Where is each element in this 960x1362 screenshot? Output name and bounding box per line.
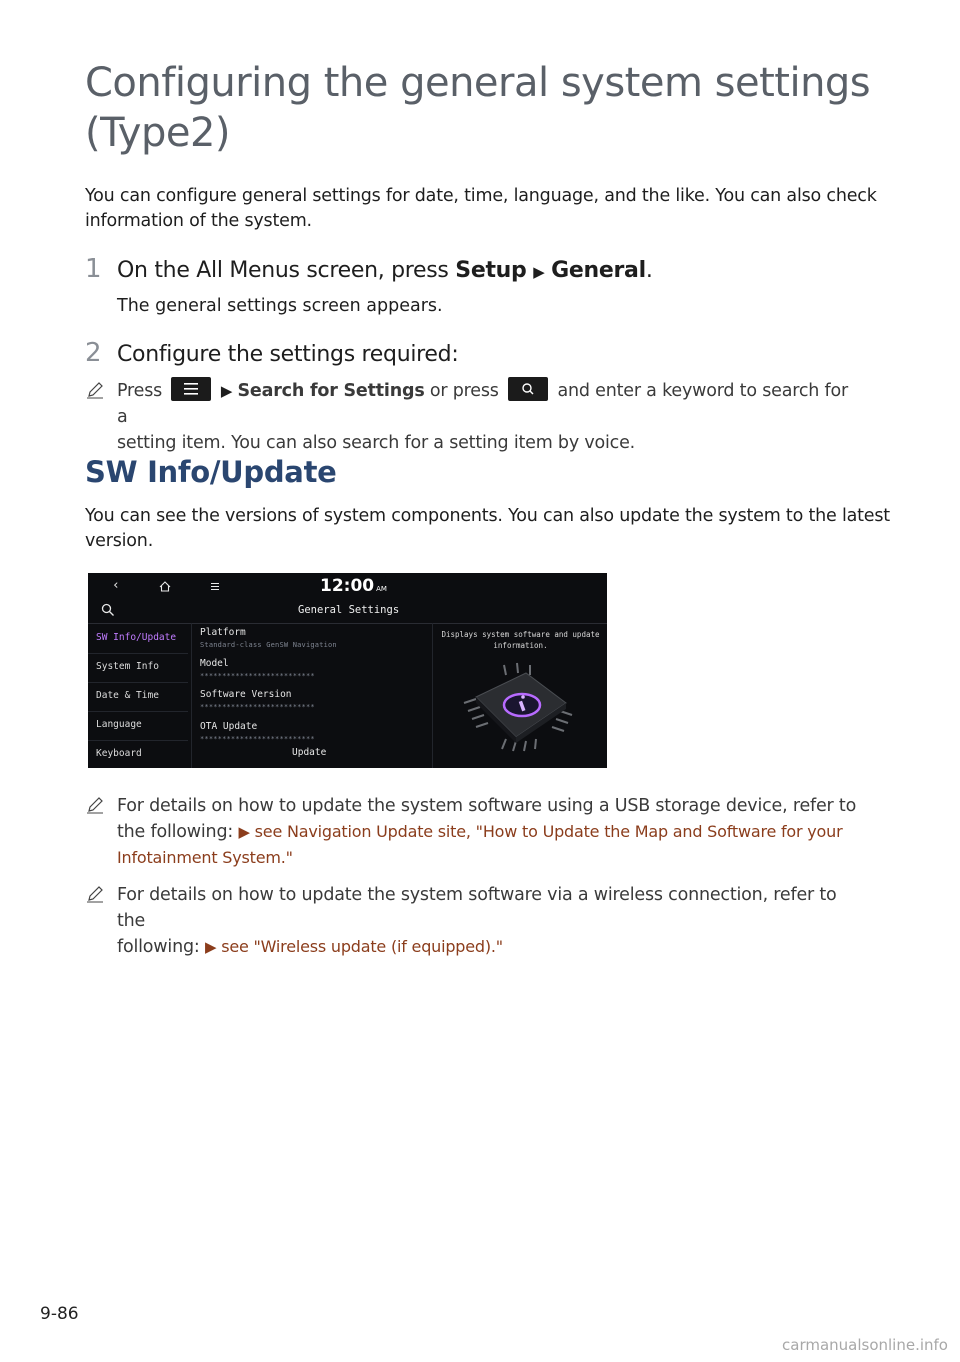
description-divider [432, 623, 433, 768]
general-label: General [551, 258, 646, 283]
arrow-right-icon: ▶ [204, 938, 217, 956]
sidebar-item-keyboard: Keyboard [96, 748, 142, 759]
sidebar-separator [88, 653, 188, 654]
tip-press: Press [117, 381, 163, 401]
navigation-update-link-line-1: see Navigation Update site, "How to Update the Map and Software for your [254, 822, 843, 841]
search-button-icon [508, 377, 548, 401]
step-2-number: 2 [85, 338, 102, 368]
step-1-result: The general settings screen appears. [117, 296, 443, 316]
software-version-title: Software Version [200, 689, 292, 700]
sidebar-item-date-time: Date & Time [96, 690, 159, 701]
sidebar-divider [191, 623, 192, 768]
setup-label: Setup [455, 258, 527, 283]
sidebar-separator [88, 740, 188, 741]
search-icon [101, 603, 115, 617]
platform-value: Standard-class GenSW Navigation [200, 641, 337, 649]
back-icon: ‹ [112, 578, 120, 593]
ota-update-value: ************************** [200, 735, 315, 743]
watermark: carmanualsonline.info [782, 1336, 948, 1354]
screen-header-divider [88, 623, 607, 624]
step-1-prefix: On the All Menus screen, press [117, 258, 456, 283]
model-title: Model [200, 658, 229, 669]
pencil-note-icon [85, 795, 105, 815]
step-2 [85, 338, 458, 370]
screen-top-bar [88, 573, 607, 623]
sidebar-item-language: Language [96, 719, 142, 730]
step-1-suffix: . [645, 258, 653, 283]
arrow-right-icon: ▶ [220, 382, 233, 400]
pencil-note-icon [85, 884, 105, 904]
search-for-settings-label: Search for Settings [237, 381, 425, 401]
clock-ampm: AM [376, 585, 387, 593]
tip-rest-2: setting item. You can also search for a setting item by voice. [117, 433, 636, 453]
search-tip [117, 378, 857, 456]
wireless-update-note [117, 882, 857, 960]
intro-line-1: You can configure general settings for date, time, language, and the like. You can also check [85, 186, 877, 206]
screen-description: Displays system software and update information. [441, 630, 600, 650]
ota-update-title: OTA Update [200, 721, 258, 732]
clock-time: 12:00 [320, 576, 375, 596]
pencil-note-icon [85, 380, 105, 400]
platform-title: Platform [200, 627, 246, 638]
page-number: 9-86 [40, 1304, 79, 1324]
wireless-note-line-1: For details on how to update the system software via a wireless connection, refer to the [117, 885, 837, 931]
sidebar-separator [88, 682, 188, 683]
tip-rest-1: and enter a keyword to search for a [117, 381, 848, 427]
tip-or-press: or press [429, 381, 499, 401]
page-title-line-2: (Type2) [85, 110, 231, 156]
usb-note-line-1: For details on how to update the system software using a USB storage device, refer to [117, 796, 857, 816]
intro-paragraph [85, 184, 877, 234]
step-1 [85, 254, 653, 287]
arrow-right-icon: ▶ [533, 263, 545, 281]
usb-update-note [117, 793, 857, 871]
usb-note-line-2: the following: [117, 822, 234, 842]
page-title-line-1: Configuring the general system settings [85, 60, 871, 106]
chip-info-icon [456, 653, 586, 753]
wireless-update-link[interactable] [205, 937, 503, 956]
arrow-right-icon: ▶ [238, 823, 250, 841]
home-icon [159, 581, 171, 592]
wireless-update-link-text: see "Wireless update (if equipped)." [221, 937, 503, 956]
navigation-update-link-line-2: Infotainment System." [117, 848, 293, 867]
software-version-value: ************************** [200, 703, 315, 711]
screen-clock [320, 576, 387, 596]
step-2-text: Configure the settings required: [117, 342, 459, 367]
general-settings-screenshot [88, 573, 607, 768]
wireless-note-line-2: following: [117, 937, 200, 957]
menu-button-icon [171, 377, 211, 401]
step-1-number: 1 [85, 254, 102, 284]
sidebar-separator [88, 711, 188, 712]
menu-icon [210, 582, 220, 591]
section-desc-line-2: version. [85, 531, 154, 551]
sidebar-item-system-info: System Info [96, 661, 159, 672]
section-desc-line-1: You can see the versions of system components. You can also update the system to the latest [85, 506, 890, 526]
page-title [85, 58, 885, 158]
intro-line-2: information of the system. [85, 211, 312, 231]
screen-title: General Settings [298, 604, 400, 616]
model-value: ************************** [200, 672, 315, 680]
section-title: SW Info/Update [85, 455, 337, 489]
section-description [85, 504, 890, 554]
update-button: Update [292, 747, 327, 758]
sidebar-item-sw-info-update: SW Info/Update [96, 632, 177, 643]
